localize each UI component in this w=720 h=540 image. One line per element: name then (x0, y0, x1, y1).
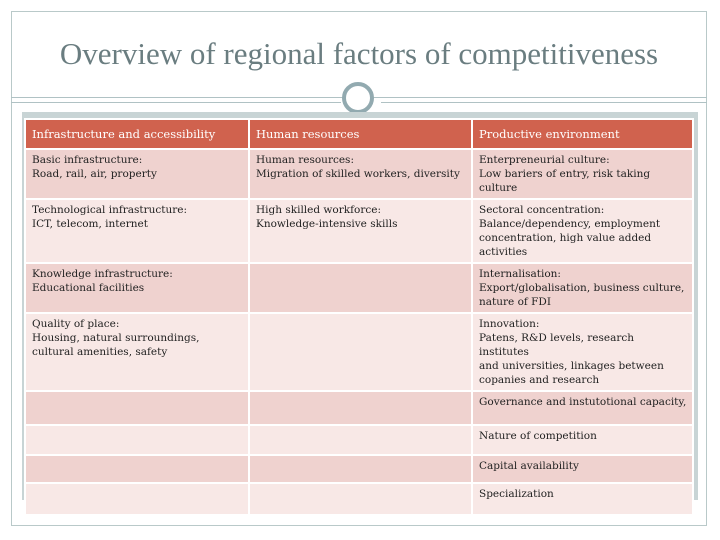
cell-heading: Quality of place: (32, 318, 120, 330)
table-cell (472, 313, 693, 391)
cell-text: Knowledge-intensive skills (256, 218, 398, 230)
table-cell (249, 483, 472, 515)
table-row (25, 313, 693, 391)
table-header-row (25, 119, 693, 149)
table-cell (249, 199, 472, 263)
cell-text: Export/globalisation, business culture, (479, 282, 685, 294)
cell-text: Balance/dependency, employment (479, 218, 661, 230)
cell-text: and universities, linkages between (479, 360, 664, 372)
cell-text: Housing, natural surroundings, (32, 332, 200, 344)
table-cell (25, 149, 249, 199)
cell-heading: Specialization (479, 488, 554, 500)
cell-heading: Basic infrastructure: (32, 154, 143, 166)
cell-text: Educational facilities (32, 282, 145, 294)
cell-heading: High skilled workforce: (256, 204, 381, 216)
cell-text: activities (479, 246, 528, 258)
cell-text: nature of FDI (479, 296, 551, 308)
table-row (25, 483, 693, 515)
table-cell (249, 263, 472, 313)
cell-heading: Knowledge infrastructure: (32, 268, 173, 280)
cell-heading: Innovation: (479, 318, 540, 330)
cell-heading: Nature of competition (479, 430, 597, 442)
table-cell (472, 149, 693, 199)
table-row (25, 149, 693, 199)
table-row (25, 391, 693, 425)
table-cell (249, 455, 472, 483)
table-cell (25, 313, 249, 391)
cell-heading: Enterpreneurial culture: (479, 154, 610, 166)
cell-text: cultural amenities, safety (32, 346, 168, 358)
cell-heading: Capital availability (479, 460, 579, 472)
table-cell (472, 391, 693, 425)
header-infrastructure: Infrastructure and accessibility (25, 119, 249, 149)
table-row (25, 455, 693, 483)
factors-table (24, 118, 694, 516)
table-cell (25, 199, 249, 263)
cell-text: Road, rail, air, property (32, 168, 157, 180)
table-cell (472, 483, 693, 515)
divider-left (11, 102, 341, 103)
table-cell (249, 425, 472, 455)
table-cell (25, 425, 249, 455)
table-cell (472, 455, 693, 483)
table-row (25, 263, 693, 313)
cell-heading: Human resources: (256, 154, 354, 166)
cell-heading: Governance and instutotional capacity, (479, 396, 687, 408)
header-productive-environment: Productive environment (472, 119, 693, 149)
cell-text: copanies and research (479, 374, 600, 386)
table-cell (249, 391, 472, 425)
table-cell (25, 455, 249, 483)
cell-heading: Technological infrastructure: (32, 204, 188, 216)
table-row (25, 199, 693, 263)
cell-text: concentration, high value added (479, 232, 652, 244)
table-cell (25, 391, 249, 425)
divider-right (381, 102, 707, 103)
table-body (25, 149, 693, 515)
table-cell (472, 425, 693, 455)
cell-text: ICT, telecom, internet (32, 218, 148, 230)
table-cell (25, 263, 249, 313)
table-row (25, 425, 693, 455)
table-cell (25, 483, 249, 515)
cell-heading: Internalisation: (479, 268, 561, 280)
cell-text: Low bariers of entry, risk taking culture (479, 168, 651, 194)
table-cell (472, 199, 693, 263)
header-human-resources: Human resources (249, 119, 472, 149)
cell-text: Migration of skilled workers, diversity (256, 168, 460, 180)
table-cell (249, 313, 472, 391)
decorative-circle-icon (342, 82, 374, 114)
table-cell (249, 149, 472, 199)
cell-heading: Sectoral concentration: (479, 204, 605, 216)
slide-title: Overview of regional factors of competitiveness (59, 36, 659, 71)
cell-text: Patens, R&D levels, research institutes (479, 332, 635, 358)
table-cell (472, 263, 693, 313)
